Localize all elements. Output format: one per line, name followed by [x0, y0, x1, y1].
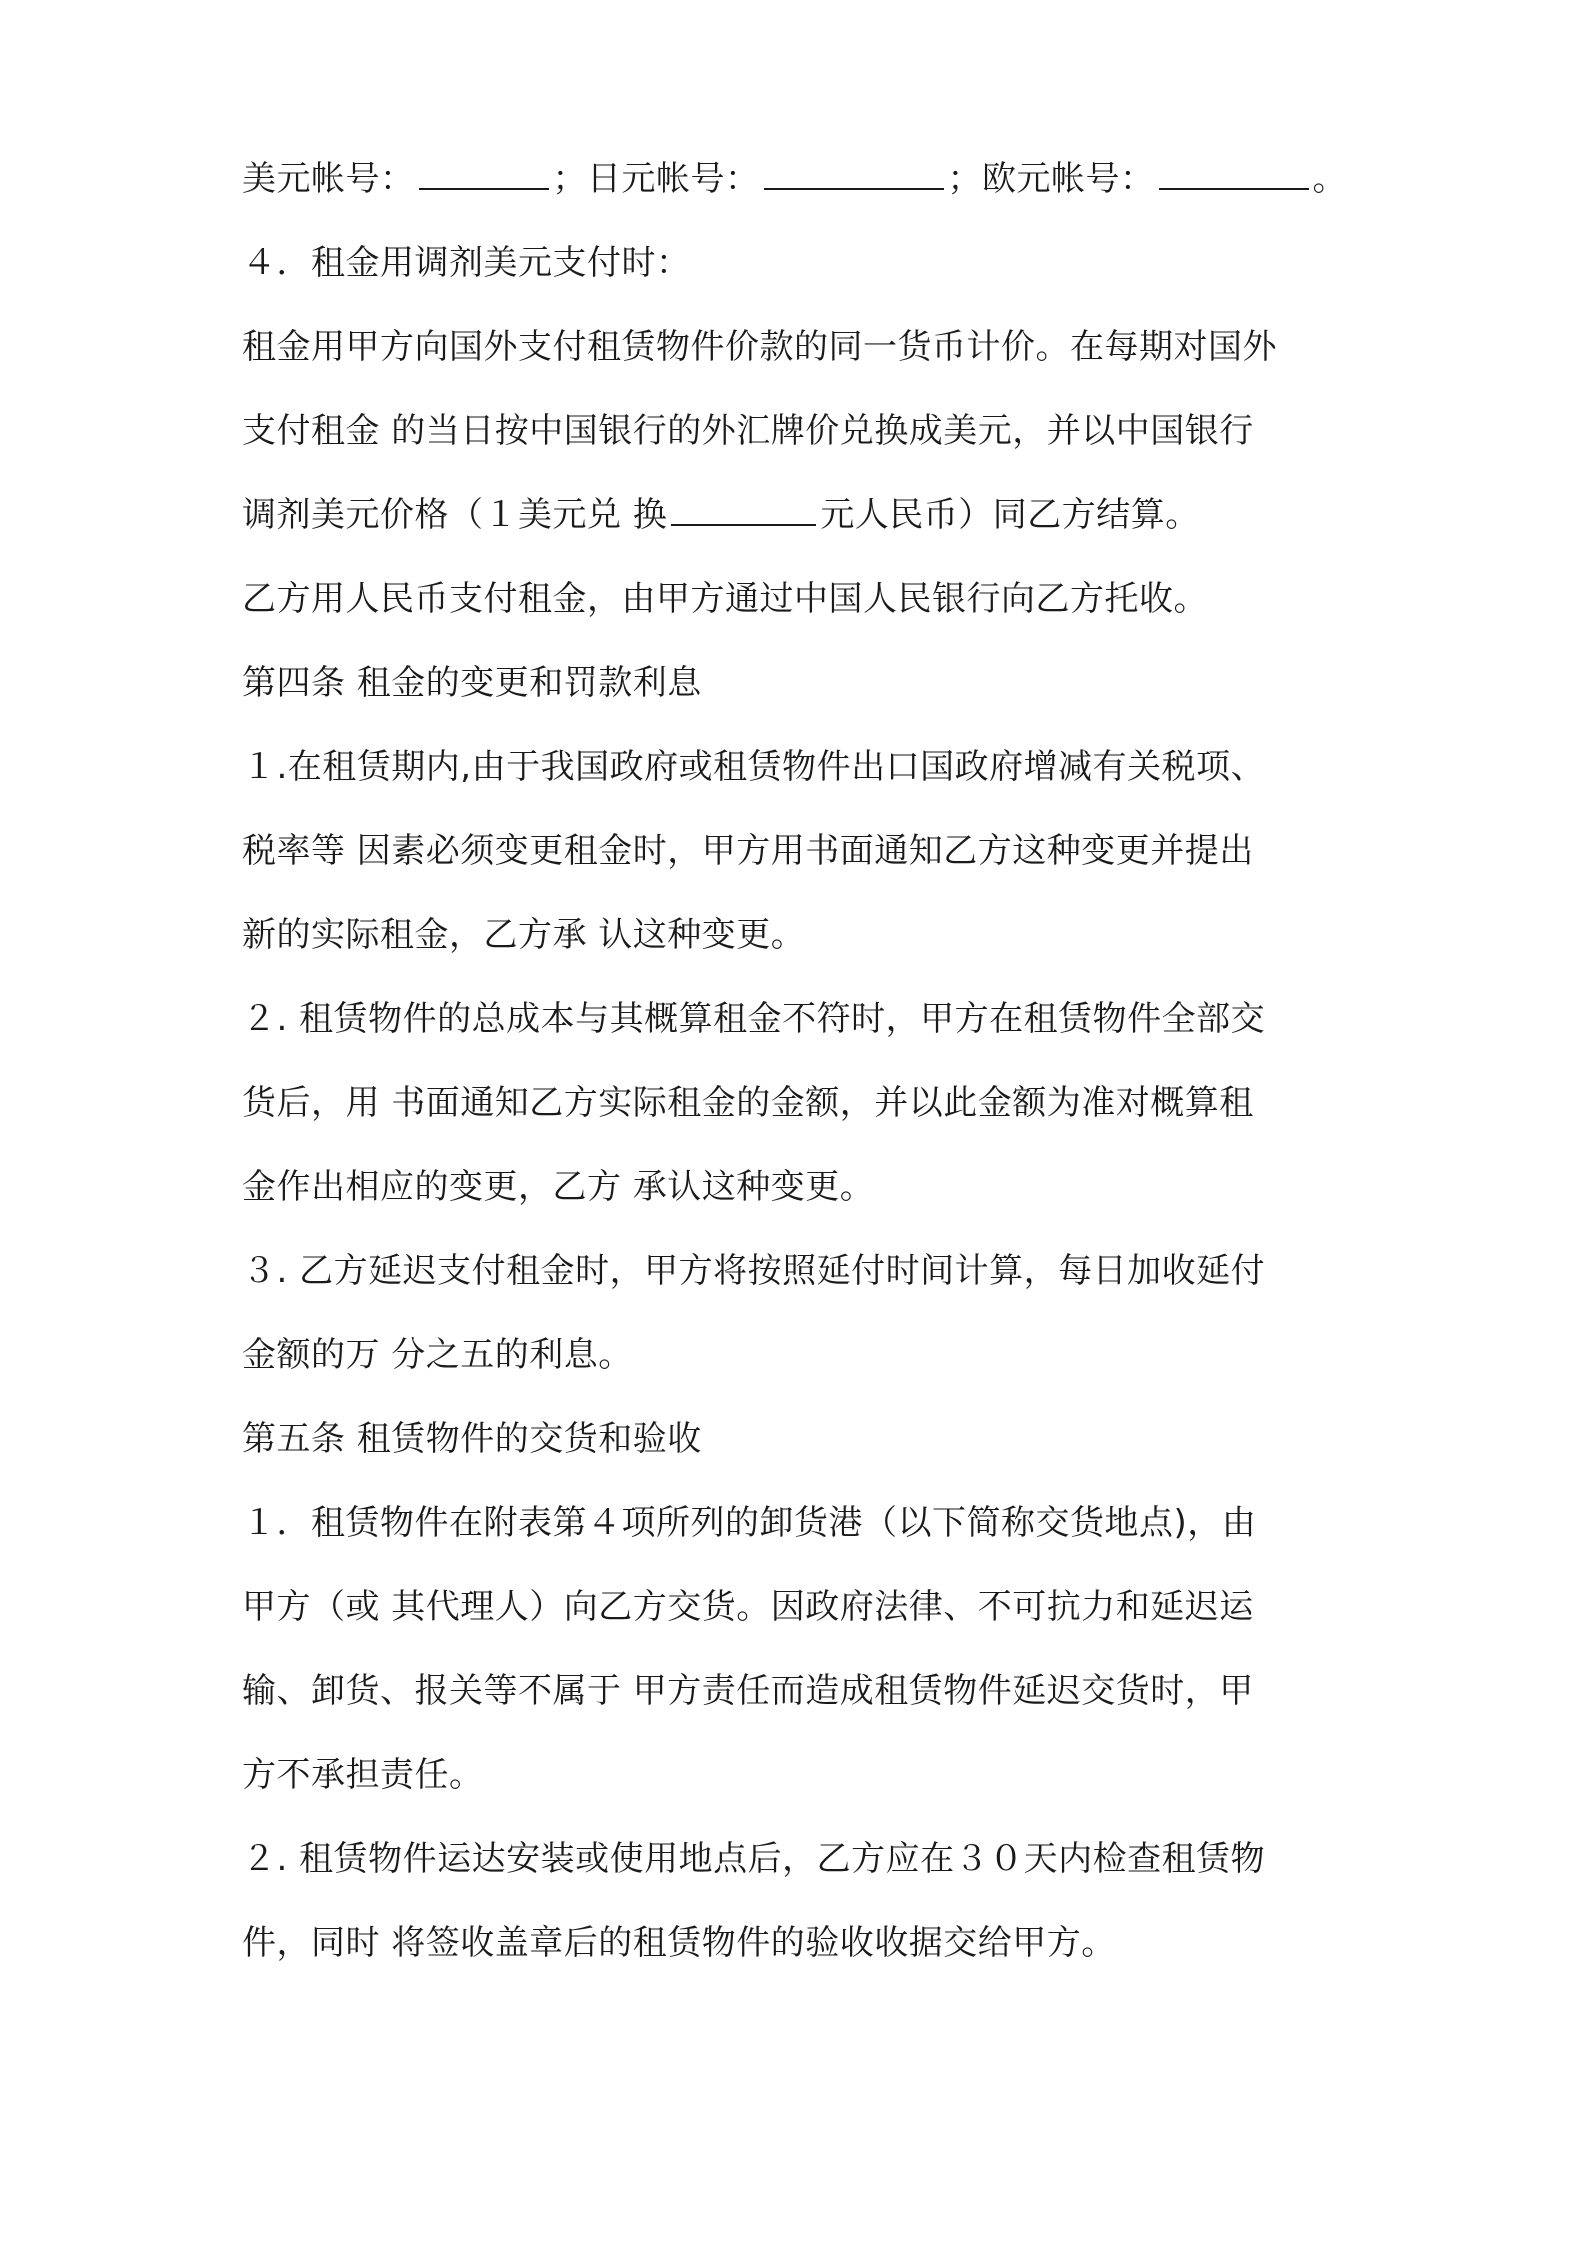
paragraph-line: 货后，用 书面通知乙方实际租金的金额，并以此金额为准对概算租 — [242, 1083, 1254, 1123]
paragraph-line: 税率等 因素必须变更租金时，甲方用书面通知乙方这种变更并提出 — [242, 831, 1254, 871]
exchange-rate-text-before: 调剂美元价格（１美元兑 换 — [242, 495, 668, 535]
paragraph-line: 新的实际租金，乙方承 认这种变更。 — [242, 915, 806, 955]
paragraph-line: 乙方用人民币支付租金，由甲方通过中国人民银行向乙方托收。 — [242, 579, 1208, 619]
paragraph-line: 件，同时 将签收盖章后的租赁物件的验收收据交给甲方。 — [242, 1923, 1116, 1963]
paragraph-line: ２. 租赁物件运达安装或使用地点后，乙方应在３０天内检查租赁物 — [242, 1839, 1266, 1879]
paragraph-line: 方不承担责任。 — [242, 1755, 484, 1795]
exchange-rate-line — [242, 473, 1362, 557]
clause-4-heading: ４．租金用调剂美元支付时： — [242, 243, 691, 283]
article-5-heading: 第五条 租赁物件的交货和验收 — [242, 1419, 702, 1459]
account-numbers-line — [242, 137, 1362, 221]
jpy-account-label: ；日元帐号： — [552, 159, 760, 199]
paragraph-line: 金额的万 分之五的利息。 — [242, 1335, 633, 1375]
paragraph-line: 甲方（或 其代理人）向乙方交货。因政府法律、不可抗力和延迟运 — [242, 1587, 1254, 1627]
exchange-rate-blank — [671, 494, 816, 526]
paragraph-line: 输、卸货、报关等不属于 甲方责任而造成租赁物件延迟交货时，甲 — [242, 1671, 1254, 1711]
exchange-rate-text-after: 元人民币）同乙方结算。 — [820, 495, 1200, 535]
eur-account-label: ；欧元帐号： — [947, 159, 1155, 199]
article-4-heading: 第四条 租金的变更和罚款利息 — [242, 663, 702, 703]
paragraph-line: ２. 租赁物件的总成本与其概算租金不符时，甲方在租赁物件全部交 — [242, 999, 1266, 1039]
document-page — [242, 137, 1362, 1985]
end-mark: 。 — [1312, 159, 1347, 199]
paragraph-line: １.在租赁期内,由于我国政府或租赁物件出口国政府增减有关税项、 — [242, 747, 1266, 787]
paragraph-line: 支付租金 的当日按中国银行的外汇牌价兑换成美元，并以中国银行 — [242, 411, 1254, 451]
paragraph-line: 租金用甲方向国外支付租赁物件价款的同一货币计价。在每期对国外 — [242, 327, 1277, 367]
paragraph-line: ３. 乙方延迟支付租金时，甲方将按照延付时间计算，每日加收延付 — [242, 1251, 1266, 1291]
paragraph-line: １．租赁物件在附表第４项所列的卸货港（以下简称交货地点)，由 — [242, 1503, 1257, 1543]
usd-account-label: 美元帐号： — [242, 159, 415, 199]
jpy-account-blank — [764, 158, 944, 190]
eur-account-blank — [1159, 158, 1309, 190]
paragraph-line: 金作出相应的变更，乙方 承认这种变更。 — [242, 1167, 875, 1207]
usd-account-blank — [419, 158, 549, 190]
